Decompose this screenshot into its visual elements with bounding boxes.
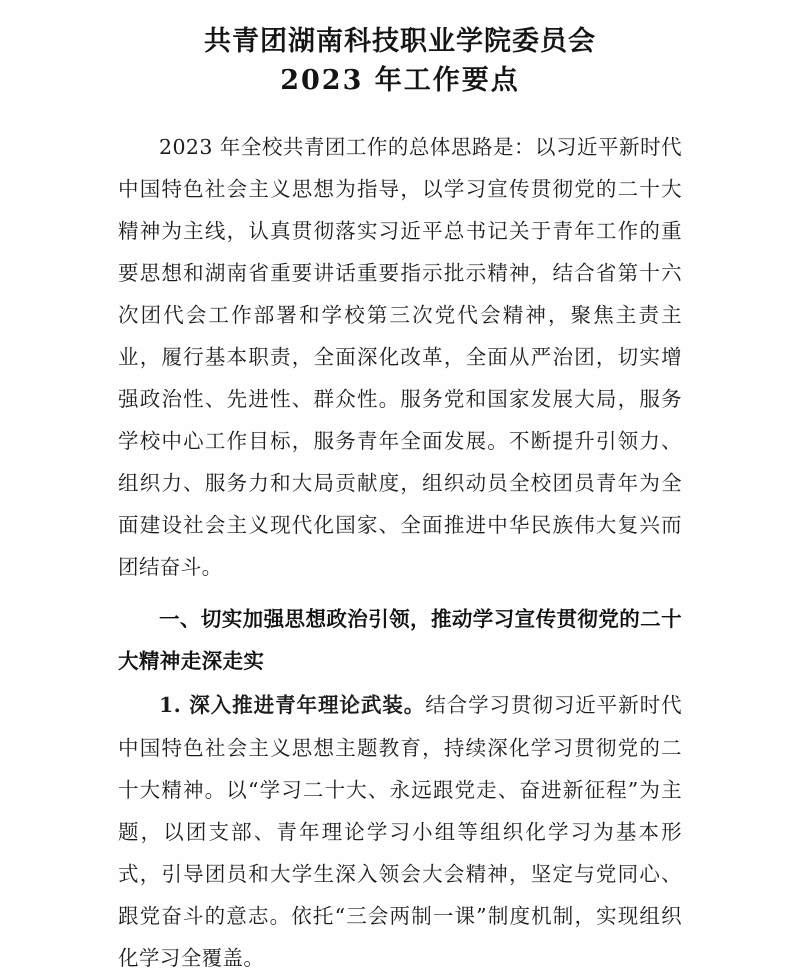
subsection-paragraph xyxy=(118,684,682,978)
paragraph-overview: 2023 年全校共青团工作的总体思路是：以习近平新时代中国特色社会主义思想为指导，以学习宣传贯彻党的二十大精神为主线，认真贯彻落实习近平总书记关于青年工作的重要思想和湖南省重要讲话重要指示批示精神，结合省第十六次团代会工作部署和学校第三次党代会精神，聚焦主责主业，履行基本职责，全面深化改革，全面从严治团，切实增强政治性、先进性、群众性。服务党和国家发展大局，服务学校中心工作目标，服务青年全面发展。不断提升引领力、组织力、服务力和大局贡献度，组织动员全校团员青年为全面建设社会主义现代化国家、全面推进中华民族伟大复兴而团结奋斗。 xyxy=(118,135,682,580)
title-line-2: 2023 年工作要点 xyxy=(280,65,520,97)
title-line-1: 共青团湖南科技职业学院委员会 xyxy=(204,26,596,57)
page-title xyxy=(118,22,682,100)
subsection-lead: 1. 深入推进青年理论武装。 xyxy=(159,693,426,718)
subsection-text: 结合学习贯彻习近平新时代中国特色社会主义思想主题教育，持续深化学习贯彻党的二十大精神。以“学习二十大、永远跟党走、奋进新征程”为主题，以团支部、青年理论学习小组等组织化学习为基本形式，引导团员和大学生深入领会大会精神，坚定与党同心、跟党奋斗的意志。依托“三会两制一课”制度机制，实现组织化学习全覆盖。 xyxy=(118,693,682,970)
section-heading: 一、切实加强思想政治引领，推动学习宣传贯彻党的二十大精神走深走实 xyxy=(118,607,682,674)
